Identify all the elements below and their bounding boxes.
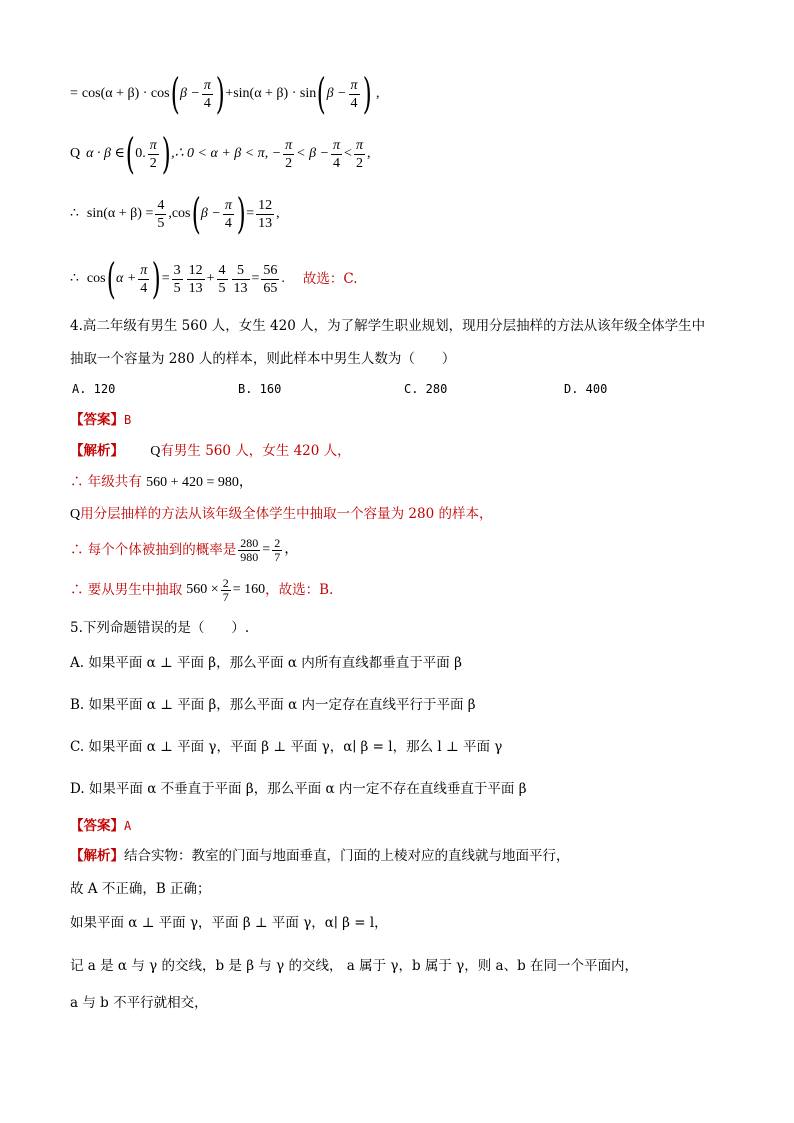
solution-line-1 xyxy=(70,69,380,118)
answer-value: B xyxy=(124,413,132,427)
analysis-text: 有男生 560 人，女生 420 人， xyxy=(160,443,351,459)
right-paren: ) xyxy=(236,189,246,238)
left-paren: ( xyxy=(316,69,326,118)
total-expression: 560 + 420 = 980 xyxy=(146,475,239,490)
alpha-plus: α + xyxy=(115,271,137,286)
answer-value: A xyxy=(124,819,132,833)
q5-option-b: B. 如果平面 α ⊥ 平面 β，那么平面 α 内一定存在直线平行于平面 β xyxy=(70,697,476,713)
therefore-symbol: ∴ xyxy=(70,271,79,286)
fraction-4-over-5: $\frac{4}{5}$ xyxy=(218,262,226,296)
left-paren: ( xyxy=(106,254,116,303)
fraction-pi-over-4: $\frac{\pi}{4}$ xyxy=(333,137,341,171)
because-symbol: Q xyxy=(150,444,161,459)
equals-sign: = xyxy=(262,542,271,557)
beta-minus: β − xyxy=(200,206,221,221)
fraction-pi-over-4: $\frac{\pi}{4}$ xyxy=(203,77,211,111)
comma: ， xyxy=(284,542,299,557)
male-result: = 160 xyxy=(232,582,266,597)
q5-analysis-line-1 xyxy=(70,845,570,867)
sin-sum-equals: sin(α + β) = xyxy=(86,206,154,221)
q5-option-a: A. 如果平面 α ⊥ 平面 β，那么平面 α 内所有直线都垂直于平面 β xyxy=(70,655,462,671)
because-symbol: Q xyxy=(70,507,81,522)
fraction-12-over-13: $\frac{12}{13}$ xyxy=(258,197,273,231)
analysis-tag: 【解析】 xyxy=(70,443,124,459)
zero: 0. xyxy=(135,146,146,161)
equals-sign: = xyxy=(161,271,170,286)
lt-beta-minus: < β − xyxy=(296,146,330,161)
q5-analysis-line-4: 记 a 是 α 与 γ 的交线，b 是 β 与 γ 的交线， a 属于 γ，b 属于 γ，则 a、b 在同一个平面内， xyxy=(70,958,639,974)
equals-sign: = xyxy=(246,206,255,221)
fraction-56-over-65: $\frac{56}{65}$ xyxy=(263,262,278,296)
solution-line-2 xyxy=(70,129,371,178)
q4-option-b: B. 160 xyxy=(238,382,282,396)
left-paren: ( xyxy=(170,69,180,118)
q4-analysis-male xyxy=(70,570,333,610)
q4-answer xyxy=(70,409,131,431)
solution-line-3 xyxy=(70,189,280,238)
plus-sign: + xyxy=(225,86,234,101)
right-paren: ) xyxy=(362,69,372,118)
analysis-tag: 【解析】 xyxy=(70,848,124,864)
fraction-pi-over-4: $\frac{\pi}{4}$ xyxy=(224,197,232,231)
alpha-beta-in: α · β ∈ xyxy=(86,146,125,161)
choose-answer: ，故选：B. xyxy=(265,582,334,598)
beta-minus: β − xyxy=(326,86,347,101)
right-paren: ) xyxy=(161,129,171,178)
q4-analysis-total xyxy=(70,471,253,494)
fraction-2-over-7: $\frac{2}{7}$ xyxy=(222,575,229,604)
equals-sign: = xyxy=(70,86,78,101)
answer-tag: 【答案】 xyxy=(70,412,124,428)
fraction-pi-over-4: $\frac{\pi}{4}$ xyxy=(350,77,358,111)
fraction-3-over-5: $\frac{3}{5}$ xyxy=(173,262,181,296)
q5-stem: 5.下列命题错误的是（ ）. xyxy=(70,620,250,636)
q5-analysis-line-3: 如果平面 α ⊥ 平面 γ，平面 β ⊥ 平面 γ，α∣ β = l， xyxy=(70,915,388,931)
right-paren: ) xyxy=(151,254,161,303)
q4-stem-line-1: 4.高二年级有男生 560 人，女生 420 人，为了解学生职业规划，现用分层抽样的方法从该年级全体学生中 xyxy=(70,318,706,334)
fraction-2-over-7: $\frac{2}{7}$ xyxy=(274,535,281,564)
q5-option-d: D. 如果平面 α 不垂直于平面 β，那么平面 α 内一定不存在直线垂直于平面 β xyxy=(70,781,527,797)
q4-stem-line-2: 抽取一个容量为 280 人的样本，则此样本中男生人数为（ ） xyxy=(70,351,456,367)
left-paren: ( xyxy=(191,189,201,238)
q4-option-a: A. 120 xyxy=(72,382,116,396)
fraction-pi-over-2: π 2 xyxy=(149,137,157,171)
q5-option-c: C. 如果平面 α ⊥ 平面 γ，平面 β ⊥ 平面 γ，α∣ β = l，那么 l ⊥ 平面 γ xyxy=(70,739,503,755)
male-product: 560 × xyxy=(186,582,219,597)
sample-text: 用分层抽样的方法从该年级全体学生中抽取一个容量为 280 的样本， xyxy=(80,506,493,522)
fraction-280-over-980: $\frac{280}{980}$ xyxy=(240,535,259,564)
comma: , xyxy=(366,146,371,161)
beta-minus: β − xyxy=(179,86,200,101)
q4-analysis-line-1 xyxy=(70,440,351,463)
solution-line-4 xyxy=(70,254,358,303)
fraction-12-over-13: 12 13 xyxy=(188,262,203,296)
fraction-4-over-5: $\frac{4}{5}$ xyxy=(157,197,165,231)
q4-analysis-sample xyxy=(70,503,492,526)
fraction-pi-over-2: π 2 xyxy=(355,137,363,171)
equals-sign: = xyxy=(251,271,260,286)
total-prefix: ∴ 年级共有 xyxy=(70,474,142,490)
q4-option-c: C. 280 xyxy=(404,382,448,396)
sin-product-term: sin(α + β) · sin xyxy=(233,86,317,101)
q4-analysis-probability xyxy=(70,530,298,570)
cos-label: cos xyxy=(86,271,106,286)
plus-sign: + xyxy=(206,271,215,286)
therefore-symbol: ∴ xyxy=(70,206,79,221)
right-paren: ) xyxy=(215,69,225,118)
analysis-text: 结合实物：教室的门面与地面垂直，门面的上棱对应的直线就与地面平行， xyxy=(124,848,570,864)
period: . xyxy=(281,271,285,286)
because-symbol: Q xyxy=(70,146,81,161)
comma: , xyxy=(276,206,280,221)
q5-analysis-line-5: a 与 b 不平行就相交， xyxy=(70,995,208,1011)
q5-analysis-line-2: 故 A 不正确，B 正确； xyxy=(70,881,211,897)
comma: ， xyxy=(238,475,253,490)
fraction-pi-over-4: $\frac{\pi}{4}$ xyxy=(140,262,148,296)
answer-tag: 【答案】 xyxy=(70,818,124,834)
q5-answer xyxy=(70,815,131,837)
choose-answer: 故选：C. xyxy=(302,271,358,287)
male-prefix: ∴ 要从男生中抽取 xyxy=(70,582,183,598)
cos-product-term: cos(α + β) · cos xyxy=(81,86,170,101)
q4-option-d: D. 400 xyxy=(564,382,608,396)
left-paren: ( xyxy=(125,129,135,178)
fraction-pi-over-2: $\frac{\pi}{2}$ xyxy=(285,137,293,171)
inequality-range: ,∴ 0 < α + β < π, − xyxy=(171,146,282,161)
fraction-5-over-13: $\frac{5}{13}$ xyxy=(233,262,248,296)
cos-label: ,cos xyxy=(168,206,191,221)
probability-prefix: ∴ 每个个体被抽到的概率是 xyxy=(70,542,237,558)
comma: , xyxy=(375,86,380,101)
less-than: < xyxy=(344,146,352,161)
